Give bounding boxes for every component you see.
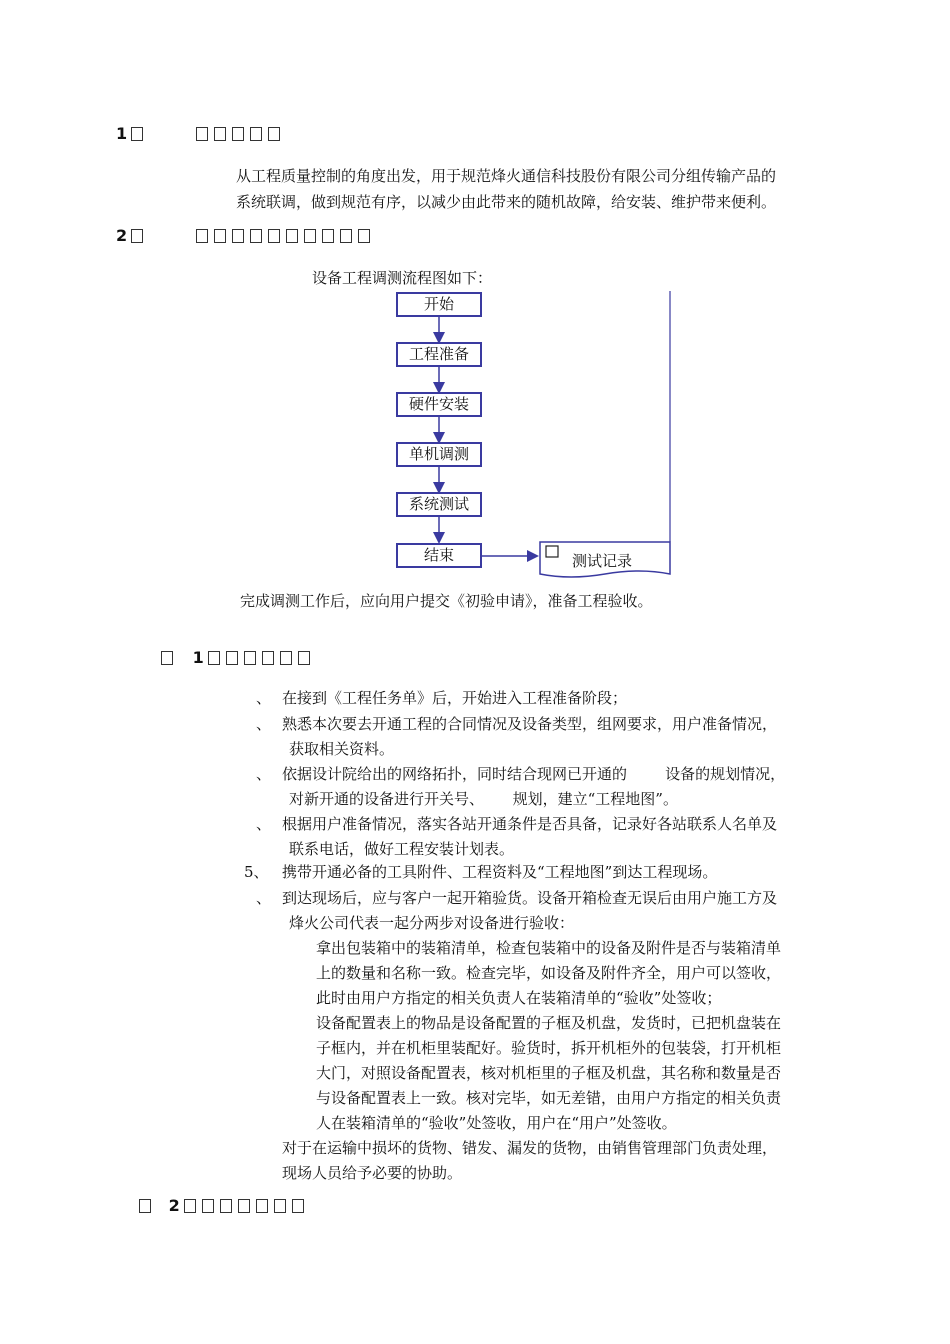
- para-b-line: 与设备配置表上一致。核对完毕，如无差错，由用户方指定的相关负责: [316, 1089, 782, 1107]
- list-item-line: 烽火公司代表一起分两步对设备进行验收：: [289, 914, 575, 932]
- list-marker: 、: [256, 815, 272, 833]
- list-item-line: 在接到《工程任务单》后，开始进入工程准备阶段；: [282, 689, 628, 707]
- after-flow-text: 完成调测工作后，应向用户提交《初验申请》，准备工程验收。: [240, 592, 653, 610]
- list-item-line: 依据设计院给出的网络拓扑，同时结合现网已开通的 设备的规划情况，: [282, 765, 786, 783]
- list-item-line: 对新开通的设备进行开关号、 规划，建立“工程地图”。: [289, 790, 678, 808]
- missing-glyph-icon: [139, 1199, 151, 1213]
- missing-glyph-icon: [184, 1199, 196, 1213]
- para-b-line: 大门，对照设备配置表，核对机柜里的子框及机盘，其名称和数量是否: [316, 1064, 782, 1082]
- subsection-1-number: 1: [192, 648, 205, 667]
- list-item-line: 熟悉本次要去开通工程的合同情况及设备类型，组网要求，用户准备情况，: [282, 715, 778, 733]
- para-a-line: 上的数量和名称一致。检查完毕，如设备及附件齐全，用户可以签收，: [316, 964, 782, 982]
- section-1-body-line-2: 系统联调，做到规范有序，以减少由此带来的随机故障，给安装、维护带来便利。: [236, 193, 777, 211]
- list-marker: 、: [256, 889, 272, 907]
- missing-glyph-icon: [292, 1199, 304, 1213]
- missing-glyph-icon: [262, 651, 274, 665]
- section-2-number: 2: [116, 226, 129, 245]
- para-a-line: 此时由用户方指定的相关负责人在装箱清单的“验收”处签收；: [316, 989, 722, 1007]
- para-b-line: 人在装箱清单的“验收”处签收，用户在“用户”处签收。: [316, 1114, 677, 1132]
- list-item-line: 联系电话，做好工程安装计划表。: [289, 840, 515, 858]
- flow-step-hardware-install: 硬件安装: [396, 392, 482, 417]
- flow-step-preparation: 工程准备: [396, 342, 482, 367]
- subsection-1-heading: [158, 648, 313, 667]
- flowchart-caption: 设备工程调测流程图如下：: [312, 269, 493, 287]
- missing-glyph-icon: [244, 651, 256, 665]
- flow-step-start: 开始: [396, 292, 482, 317]
- missing-glyph-icon: [298, 651, 310, 665]
- para-b-line: 子框内，并在机柜里装配好。验货时，拆开机柜外的包装袋，打开机柜: [316, 1039, 782, 1057]
- list-marker: 5、: [244, 863, 269, 881]
- list-item-line: 携带开通必备的工具附件、工程资料及“工程地图”到达工程现场。: [282, 863, 718, 881]
- missing-glyph-icon: [274, 1199, 286, 1213]
- para-c-line: 现场人员给予必要的协助。: [282, 1164, 463, 1182]
- subsection-2-number: 2: [168, 1196, 181, 1215]
- section-1-body-line-1: 从工程质量控制的角度出发，用于规范烽火通信科技股份有限公司分组传输产品的: [236, 167, 777, 185]
- flow-step-unit-test: 单机调测: [396, 442, 482, 467]
- list-marker: 、: [256, 765, 272, 783]
- missing-glyph-icon: [208, 651, 220, 665]
- missing-glyph-icon: [161, 651, 173, 665]
- subsection-2-heading: [136, 1196, 307, 1215]
- missing-glyph-icon: [226, 651, 238, 665]
- para-a-line: 拿出包装箱中的装箱清单，检查包装箱中的设备及附件是否与装箱清单: [316, 939, 782, 957]
- list-item-line: 根据用户准备情况，落实各站开通条件是否具备，记录好各站联系人名单及: [282, 815, 778, 833]
- para-c-line: 对于在运输中损坏的货物、错发、漏发的货物，由销售管理部门负责处理，: [282, 1139, 778, 1157]
- missing-glyph-icon: [280, 651, 292, 665]
- para-b-line: 设备配置表上的物品是设备配置的子框及机盘，发货时，已把机盘装在: [316, 1014, 782, 1032]
- missing-glyph-icon: [238, 1199, 250, 1213]
- list-marker: 、: [256, 689, 272, 707]
- list-item-line: 获取相关资料。: [289, 740, 395, 758]
- list-marker: 、: [256, 715, 272, 733]
- missing-glyph-icon: [202, 1199, 214, 1213]
- flow-step-end: 结束: [396, 543, 482, 568]
- flow-step-system-test: 系统测试: [396, 492, 482, 517]
- missing-glyph-icon: [220, 1199, 232, 1213]
- list-item-line: 到达现场后，应与客户一起开箱验货。设备开箱检查无误后由用户施工方及: [282, 889, 778, 907]
- flow-test-record-label: 测试记录: [572, 552, 633, 570]
- section-1-number: 1: [116, 124, 129, 143]
- missing-glyph-icon: [256, 1199, 268, 1213]
